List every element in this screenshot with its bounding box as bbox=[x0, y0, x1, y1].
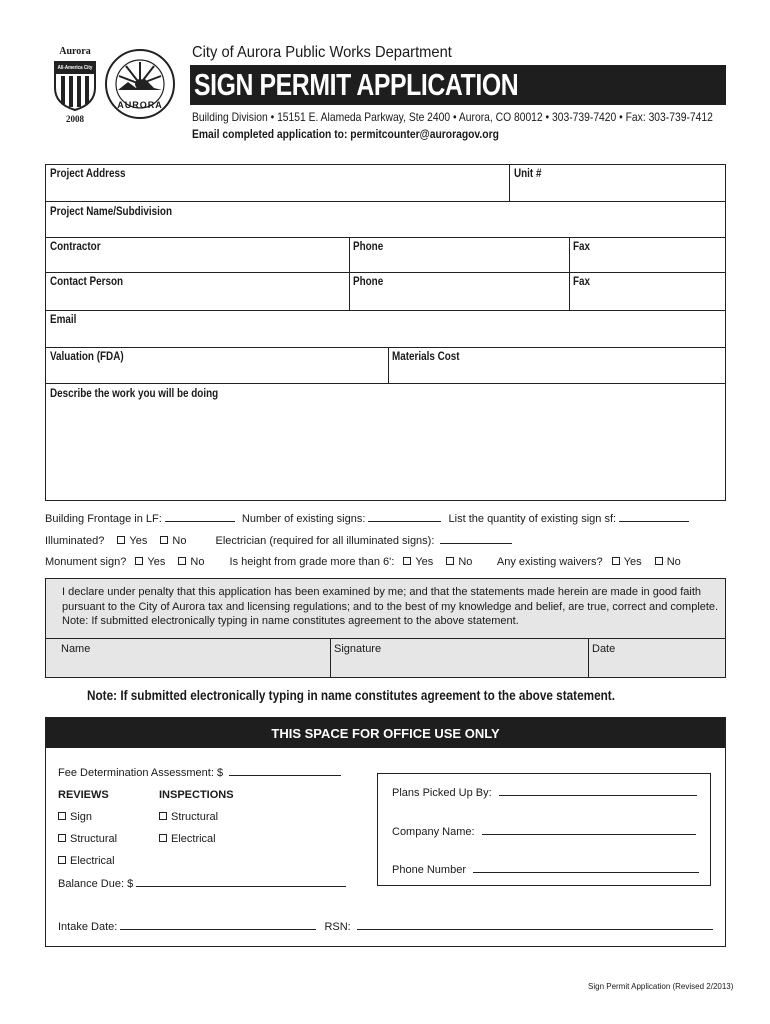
intake-label: Intake Date: bbox=[58, 921, 118, 933]
office-use-header-bar bbox=[46, 718, 725, 748]
page-title: SIGN PERMIT APPLICATION bbox=[194, 67, 519, 102]
review-sign-checkbox[interactable] bbox=[58, 812, 66, 820]
intake-input[interactable] bbox=[120, 920, 316, 930]
review-structural-checkbox[interactable] bbox=[58, 834, 66, 842]
inspection-electrical-checkbox[interactable] bbox=[159, 834, 167, 842]
existing-sf-label: List the quantity of existing sign sf: bbox=[448, 513, 617, 525]
signature-row bbox=[46, 638, 725, 677]
no-label: No bbox=[666, 556, 681, 568]
electrician-label: Electrician (required for all illuminated signs): bbox=[215, 535, 435, 547]
logo-top-text: Aurora bbox=[59, 46, 91, 57]
inspection-electrical bbox=[159, 833, 216, 845]
declaration-text: I declare under penalty that this application has been examined by me; and that the statements made herein are made in good faith pursuant to the City of Aurora tax and licensing regulations; and to the best of my knowledge and belief, are true, correct and complete. Note: If submitted electronically typing in name constitutes agreement to the above statement. bbox=[62, 586, 719, 627]
date-field[interactable]: Date bbox=[592, 643, 616, 655]
pickup-box bbox=[377, 773, 711, 886]
company-row bbox=[392, 825, 696, 838]
electrical-label: Electrical bbox=[70, 855, 115, 867]
office-use-box bbox=[45, 717, 726, 947]
inspection-structural bbox=[159, 811, 218, 823]
frontage-input[interactable] bbox=[165, 512, 235, 522]
height-no-checkbox[interactable] bbox=[446, 557, 454, 565]
contractor-field[interactable]: Contractor bbox=[50, 241, 101, 253]
phone-number-row bbox=[392, 863, 699, 876]
inspection-structural-checkbox[interactable] bbox=[159, 812, 167, 820]
sign-label: Sign bbox=[70, 811, 93, 823]
reviews-heading: REVIEWS bbox=[58, 789, 109, 801]
no-label: No bbox=[190, 556, 205, 568]
work-description-field[interactable]: Describe the work you will be doing bbox=[50, 388, 219, 400]
title-bar bbox=[190, 65, 726, 105]
review-sign bbox=[58, 811, 92, 823]
phone-number-label: Phone Number bbox=[392, 864, 466, 876]
monument-label: Monument sign? bbox=[45, 556, 127, 568]
project-name-field[interactable]: Project Name/Subdivision bbox=[50, 206, 173, 218]
contractor-fax-field[interactable]: Fax bbox=[573, 241, 591, 253]
illuminated-label: Illuminated? bbox=[45, 535, 105, 547]
inspections-heading: INSPECTIONS bbox=[159, 789, 234, 801]
rsn-label: RSN: bbox=[324, 921, 351, 933]
intake-row bbox=[58, 920, 713, 933]
frontage-row bbox=[45, 512, 689, 525]
review-structural bbox=[58, 833, 117, 845]
balance-label: Balance Due: $ bbox=[58, 878, 134, 890]
office-use-header: THIS SPACE FOR OFFICE USE ONLY bbox=[271, 726, 500, 741]
plans-picked-input[interactable] bbox=[499, 786, 697, 796]
contractor-phone-field[interactable]: Phone bbox=[353, 241, 384, 253]
footer-revision: Sign Permit Application (Revised 2/2013) bbox=[588, 982, 734, 991]
application-form bbox=[45, 164, 726, 501]
all-america-city-logo bbox=[46, 46, 104, 124]
yes-label: Yes bbox=[415, 556, 434, 568]
height-label: Is height from grade more than 6': bbox=[229, 556, 395, 568]
plans-picked-label: Plans Picked Up By: bbox=[392, 787, 492, 799]
unit-field[interactable]: Unit # bbox=[514, 168, 542, 180]
electrical-label: Electrical bbox=[171, 833, 216, 845]
signature-field[interactable]: Signature bbox=[334, 643, 382, 655]
fee-label: Fee Determination Assessment: $ bbox=[58, 767, 224, 779]
contact-fax-field[interactable]: Fax bbox=[573, 276, 591, 288]
city-seal-logo bbox=[104, 48, 176, 120]
balance-row bbox=[58, 877, 346, 890]
contact-phone-field[interactable]: Phone bbox=[353, 276, 384, 288]
contact-person-field[interactable]: Contact Person bbox=[50, 276, 124, 288]
existing-signs-input[interactable] bbox=[368, 512, 441, 522]
no-label: No bbox=[458, 556, 473, 568]
company-input[interactable] bbox=[482, 825, 696, 835]
yes-label: Yes bbox=[623, 556, 642, 568]
logo-year: 2008 bbox=[66, 114, 84, 124]
email-instruction: Email completed application to: permitcounter@auroragov.org bbox=[192, 127, 499, 141]
yes-label: Yes bbox=[129, 535, 148, 547]
electrician-input[interactable] bbox=[440, 534, 512, 544]
email-field[interactable]: Email bbox=[50, 314, 77, 326]
balance-input[interactable] bbox=[136, 877, 346, 887]
yes-label: Yes bbox=[147, 556, 166, 568]
frontage-label: Building Frontage in LF: bbox=[45, 513, 162, 525]
illuminated-yes-checkbox[interactable] bbox=[117, 536, 125, 544]
monument-row bbox=[45, 556, 681, 568]
height-yes-checkbox[interactable] bbox=[403, 557, 411, 565]
waivers-label: Any existing waivers? bbox=[496, 556, 603, 568]
logo-banner-text: All-America City bbox=[57, 65, 93, 71]
review-electrical-checkbox[interactable] bbox=[58, 856, 66, 864]
waivers-yes-checkbox[interactable] bbox=[612, 557, 620, 565]
monument-no-checkbox[interactable] bbox=[178, 557, 186, 565]
structural-label: Structural bbox=[70, 833, 118, 845]
department-name: City of Aurora Public Works Department bbox=[192, 44, 452, 61]
phone-number-input[interactable] bbox=[473, 863, 699, 873]
existing-sf-input[interactable] bbox=[619, 512, 689, 522]
valuation-field[interactable]: Valuation (FDA) bbox=[50, 351, 124, 363]
name-field[interactable]: Name bbox=[61, 643, 91, 655]
structural-label: Structural bbox=[171, 811, 219, 823]
address-line: Building Division • 15151 E. Alameda Parkway, Ste 2400 • Aurora, CO 80012 • 303-739-7420 • Fax: 303-739-7412 bbox=[192, 110, 713, 124]
electronic-note: Note: If submitted electronically typing in name constitutes agreement to the above statement. bbox=[87, 687, 616, 703]
seal-text: AURORA bbox=[117, 100, 163, 110]
no-label: No bbox=[172, 535, 187, 547]
existing-signs-label: Number of existing signs: bbox=[241, 513, 366, 525]
materials-cost-field[interactable]: Materials Cost bbox=[392, 351, 460, 363]
company-label: Company Name: bbox=[392, 826, 475, 838]
declaration-box bbox=[45, 578, 726, 678]
review-electrical bbox=[58, 855, 115, 867]
illuminated-no-checkbox[interactable] bbox=[160, 536, 168, 544]
monument-yes-checkbox[interactable] bbox=[135, 557, 143, 565]
plans-picked-row bbox=[392, 786, 697, 799]
fee-input[interactable] bbox=[229, 766, 341, 776]
waivers-no-checkbox[interactable] bbox=[655, 557, 663, 565]
illuminated-row bbox=[45, 534, 512, 547]
project-address-field[interactable]: Project Address bbox=[50, 168, 126, 180]
rsn-input[interactable] bbox=[357, 920, 713, 930]
fee-row bbox=[58, 766, 341, 779]
